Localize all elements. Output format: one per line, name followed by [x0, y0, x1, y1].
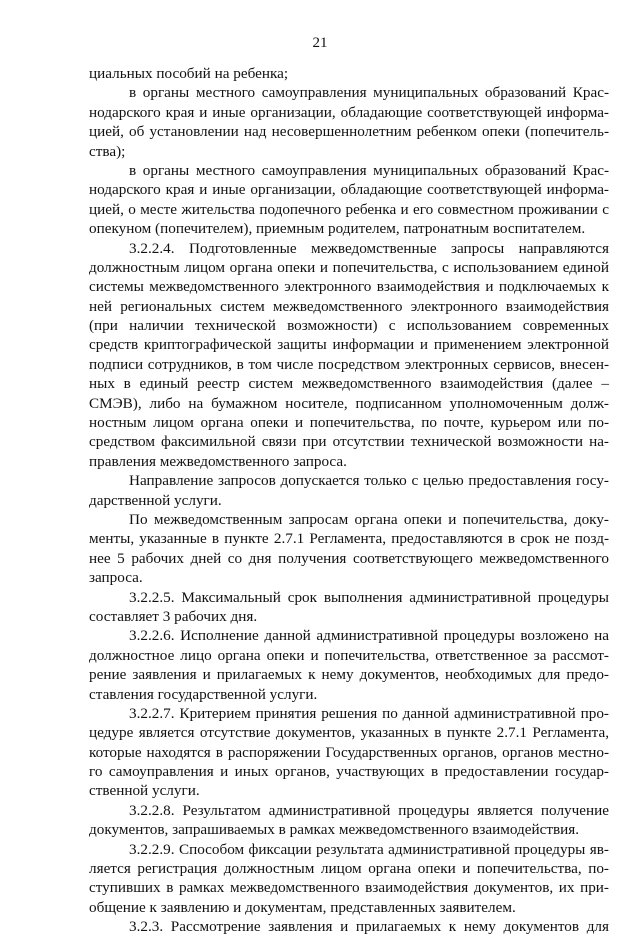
text-line: (при наличии технической возможности) с использованием современных: [89, 317, 609, 335]
text-line: нее 5 рабочих дней со дня получения соответствующего межведомственного: [89, 549, 609, 567]
text-line: ностным лицом органа опеки и попечительства, по почте, курьером или по-: [89, 414, 609, 432]
text-line: ства);: [89, 142, 126, 160]
text-line: общение к заявлению и документам, представленных заявителем.: [89, 898, 516, 916]
text-line: составляет 3 рабочих дня.: [89, 607, 258, 625]
text-line: менты, указанные в пункте 2.7.1 Регламента, предоставляются в срок не позд-: [89, 530, 609, 548]
text-line: подписи сотрудников, в том числе посредством электронных сервисов, внесен-: [89, 355, 609, 373]
text-line: СМЭВ), либо на бумажном носителе, подписанном уполномоченным долж-: [89, 394, 609, 412]
text-line: 3.2.3. Рассмотрение заявления и прилагаемых к нему документов для: [129, 918, 609, 936]
text-line: средств криптографической защиты информации и применением электронной: [89, 336, 609, 354]
text-line: документов, запрашиваемых в рамках межведомственного взаимодействия.: [89, 821, 580, 839]
text-line: запроса.: [89, 569, 143, 587]
text-line: цией, о месте жительства подопечного ребенка и его совместном проживании с: [89, 200, 609, 218]
text-line: ных в единый реестр систем межведомственного взаимодействия (далее –: [89, 375, 609, 393]
text-line: рение заявления и прилагаемых к нему документов, необходимых для предо-: [89, 666, 609, 684]
text-line: По межведомственным запросам органа опеки и попечительства, доку-: [129, 510, 609, 528]
text-line: в органы местного самоуправления муниципальных образований Крас-: [129, 84, 609, 102]
text-line: 3.2.2.6. Исполнение данной административной процедуры возложено на: [129, 627, 609, 645]
text-line: ней региональных систем межведомственного электронного взаимодействия: [89, 297, 609, 315]
text-line: нодарского края и иные организации, обладающие соответствующей информа-: [89, 181, 609, 199]
text-line: в органы местного самоуправления муниципальных образований Крас-: [129, 161, 609, 179]
text-line: 3.2.2.7. Критерием принятия решения по данной административной про-: [129, 704, 609, 722]
text-line: 3.2.2.8. Результатом административной процедуры является получение: [129, 801, 609, 819]
text-line: системы межведомственного электронного взаимодействия и подключаемых к: [89, 278, 609, 296]
text-line: циальных пособий на ребенка;: [89, 65, 289, 82]
page-number: 21: [312, 35, 328, 51]
text-line: дарственной услуги.: [89, 491, 222, 509]
text-line: го самоуправления и иных органов, участвующих в предоставлении государ-: [89, 763, 609, 781]
text-line: должностное лицо органа опеки и попечительства, ответственное за рассмот-: [89, 646, 609, 664]
text-line: опекуном (попечителем), приемным родителем, патронатным воспитателем.: [89, 220, 586, 238]
text-line: цией, об установлении над несовершеннолетним ребенком опеки (попечитель-: [89, 123, 609, 141]
text-line: Направление запросов допускается только с целью предоставления госу-: [129, 472, 609, 490]
text-line: средством факсимильной связи при отсутствии технической возможности на-: [89, 433, 609, 451]
text-line: цедуре является отсутствие документов, указанных в пункте 2.7.1 Регламента,: [89, 724, 609, 742]
text-line: ственной услуги.: [89, 782, 200, 800]
text-line: 3.2.2.5. Максимальный срок выполнения административной процедуры: [129, 588, 609, 606]
text-line: ляется регистрация должностным лицом органа опеки и попечительства, по-: [89, 860, 609, 878]
text-line: нодарского края и иные организации, обладающие соответствующей информа-: [89, 103, 609, 121]
text-line: правления межведомственного запроса.: [89, 452, 347, 470]
text-line: 3.2.2.4. Подготовленные межведомственные запросы направляются: [129, 239, 609, 257]
document-body: [89, 64, 609, 937]
text-line: ставления государственной услуги.: [89, 685, 318, 703]
text-line: должностным лицом органа опеки и попечительства, с использованием единой: [89, 258, 609, 276]
text-line: ступивших в рамках межведомственного взаимодействия документов, их при-: [89, 879, 609, 897]
text-line: 3.2.2.9. Способом фиксации результата административной процедуры яв-: [129, 840, 609, 858]
text-line: которые находятся в распоряжении Государственных органов, органов местно-: [89, 743, 609, 761]
